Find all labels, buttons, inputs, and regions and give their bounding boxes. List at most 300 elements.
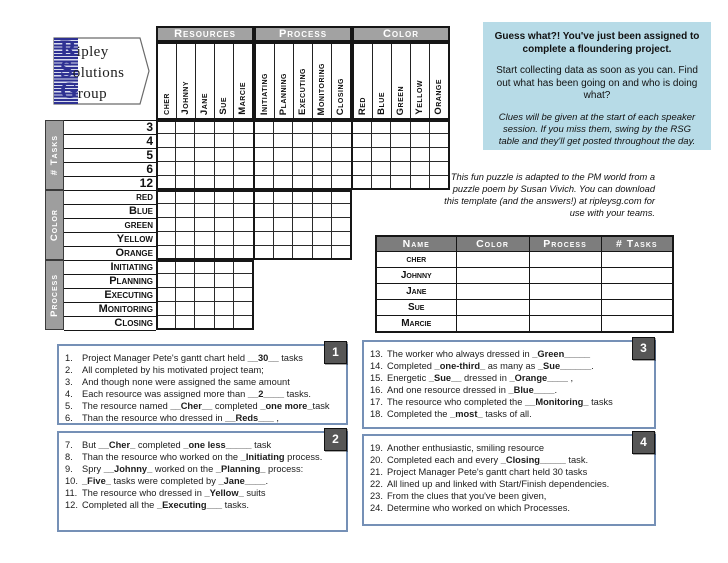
intro-box [483, 22, 711, 150]
grid-cell[interactable] [332, 232, 352, 246]
column-header-marcie [233, 44, 252, 118]
row-labels-process [64, 260, 156, 331]
clue-text: Completed the _most_ tasks of all. [387, 409, 532, 420]
column-header-yellow [410, 44, 429, 118]
clue-number: 21. [370, 467, 383, 478]
intro-heading: Guess what?! You've just been assigned to complete a floundering project. [494, 31, 700, 55]
grid-cell[interactable] [176, 274, 196, 288]
answer-header-process: Process [529, 236, 601, 252]
clue-number: 1. [65, 353, 73, 363]
clue-number: 3. [65, 377, 73, 388]
column-label: Planning [278, 72, 290, 115]
grid-cell[interactable] [176, 246, 196, 260]
grid-cell[interactable] [215, 288, 235, 302]
column-label: Monitoring [316, 62, 328, 115]
logo-word-rest: ipley [76, 44, 109, 60]
grid-cell[interactable] [293, 218, 313, 232]
clue-number: 10. [65, 476, 78, 487]
grid-cell[interactable] [234, 232, 254, 246]
answer-header-tasks: # Tasks [601, 236, 673, 252]
answer-name: Marcie [376, 316, 456, 333]
grid-cell[interactable] [332, 120, 352, 134]
answer-cell[interactable] [456, 268, 529, 284]
clue-number: 16. [370, 385, 383, 396]
answer-table [375, 235, 674, 333]
column-header-red [354, 44, 372, 118]
clue-text: Each resource was assigned more than __2____ tasks. [82, 389, 311, 400]
clue-text: The resource who completed the __Monitoring_ tasks [387, 397, 613, 408]
grid-cell[interactable] [274, 204, 294, 218]
grid-cell[interactable] [156, 246, 176, 260]
grid-cell[interactable] [176, 190, 196, 204]
grid-cell[interactable] [215, 120, 235, 134]
grid-cell[interactable] [313, 162, 333, 176]
grid-cell[interactable] [313, 190, 333, 204]
answer-cell[interactable] [601, 252, 673, 268]
grid-cell[interactable] [274, 246, 294, 260]
grid-cell[interactable] [293, 120, 313, 134]
grid-cell[interactable] [274, 190, 294, 204]
clue-item [65, 439, 338, 451]
column-label: Marcie [237, 82, 249, 115]
clue-text: Another enthusiastic, smiling resource [387, 443, 545, 453]
clue-list [370, 442, 646, 515]
clue-item [65, 475, 338, 487]
section-header-process: Process [254, 26, 352, 42]
answer-cell[interactable] [601, 284, 673, 300]
grid-cell[interactable] [215, 302, 235, 316]
grid-cell[interactable] [156, 148, 176, 162]
grid-cell[interactable] [234, 120, 254, 134]
clue-item [370, 466, 646, 478]
grid-cell[interactable] [391, 162, 411, 176]
grid-cell[interactable] [234, 274, 254, 288]
column-label: Initiating [259, 72, 271, 115]
clue-item [65, 451, 338, 463]
grid-cell[interactable] [254, 232, 274, 246]
answer-header-name: Name [376, 236, 456, 252]
clue-text: _Five_ tasks were completed by _Jane____. [82, 476, 269, 487]
clue-list [65, 352, 338, 425]
row-label: green [64, 219, 156, 233]
grid-cell[interactable] [254, 162, 274, 176]
answer-cell[interactable] [456, 252, 529, 268]
clue-box-4 [362, 434, 656, 526]
answer-cell[interactable] [601, 268, 673, 284]
answer-name: Jane [376, 284, 456, 300]
grid-cell[interactable] [372, 162, 392, 176]
row-label: Yellow [64, 233, 156, 247]
grid-cell[interactable] [293, 134, 313, 148]
grid-cell[interactable] [254, 246, 274, 260]
grid-cell[interactable] [176, 134, 196, 148]
grid-cell[interactable] [234, 204, 254, 218]
grid-cell[interactable] [313, 246, 333, 260]
grid-cell[interactable] [234, 176, 254, 190]
clue-item [370, 454, 646, 466]
grid-cell[interactable] [372, 134, 392, 148]
grid-cell[interactable] [391, 134, 411, 148]
grid-cell[interactable] [195, 274, 215, 288]
clue-text: All completed by his motivated project team; [82, 365, 264, 376]
clue-item [370, 490, 646, 502]
grid-cell[interactable] [176, 148, 196, 162]
grid-cell[interactable] [156, 134, 176, 148]
grid-cell[interactable] [195, 176, 215, 190]
grid-cell[interactable] [195, 134, 215, 148]
grid-cell[interactable] [156, 204, 176, 218]
clue-number: 13. [370, 349, 383, 359]
answer-cell[interactable] [456, 284, 529, 300]
grid-cell[interactable] [195, 260, 215, 274]
grid-cell[interactable] [156, 190, 176, 204]
clue-text: The resource who dressed in _Yellow_ suits [82, 488, 266, 499]
clue-item [65, 412, 338, 424]
grid-cell[interactable] [411, 162, 431, 176]
clue-number: 15. [370, 373, 383, 384]
intro-body: Start collecting data as soon as you can. Find out what has been going on and who is doing what? [496, 65, 698, 101]
grid-cell[interactable] [430, 134, 450, 148]
row-label: Blue [64, 205, 156, 219]
answer-row [376, 284, 673, 300]
grid-cell[interactable] [215, 218, 235, 232]
clue-item [65, 352, 338, 364]
grid-cell[interactable] [372, 120, 392, 134]
clue-item [370, 478, 646, 490]
grid-cell[interactable] [195, 148, 215, 162]
row-label: 12 [64, 177, 156, 191]
grid-cell[interactable] [274, 134, 294, 148]
column-header-closing [331, 44, 350, 118]
grid-cell[interactable] [195, 246, 215, 260]
grid-cell[interactable] [234, 246, 254, 260]
grid-cell[interactable] [352, 134, 372, 148]
logo-initial: S [60, 57, 73, 82]
grid-cell[interactable] [430, 148, 450, 162]
column-label: Orange [433, 79, 445, 115]
credit-text: This fun puzzle is adapted to the PM world from a puzzle poem by Susan Vivich. You can download this template (and the answers!) at ripleysg.com for use with your teams. [444, 172, 655, 218]
clue-text: And though none were assigned the same amount [82, 377, 290, 388]
answer-cell[interactable] [529, 252, 601, 268]
category-bar-color [45, 190, 64, 260]
clue-box-3 [362, 340, 656, 429]
column-header-initiating [256, 44, 274, 118]
answer-cell[interactable] [529, 316, 601, 333]
grid-cell[interactable] [430, 120, 450, 134]
clue-text: Project Manager Pete's gantt chart held __30__ tasks [82, 353, 303, 363]
clue-item [65, 499, 338, 511]
grid-cell[interactable] [215, 204, 235, 218]
grid-cell[interactable] [176, 120, 196, 134]
grid-cell[interactable] [195, 288, 215, 302]
grid-cell[interactable] [372, 176, 392, 190]
clue-number: 12. [65, 500, 78, 511]
grid-cell[interactable] [274, 232, 294, 246]
clue-list [65, 439, 338, 512]
grid-cells-color [156, 190, 352, 260]
column-header-blue [372, 44, 391, 118]
clue-item [370, 396, 646, 408]
clue-box-badge: 1 [324, 341, 347, 364]
clue-box-2 [57, 431, 348, 532]
grid-cell[interactable] [293, 204, 313, 218]
column-label: Blue [376, 92, 388, 115]
answer-header-row [376, 236, 673, 252]
grid-cell[interactable] [176, 260, 196, 274]
grid-cell[interactable] [332, 218, 352, 232]
grid-cell[interactable] [332, 204, 352, 218]
grid-cell[interactable] [332, 190, 352, 204]
grid-cell[interactable] [156, 316, 176, 330]
clue-list [370, 348, 646, 421]
clue-number: 5. [65, 401, 73, 412]
column-header-jane [195, 44, 214, 118]
grid-cell[interactable] [254, 134, 274, 148]
grid-cell[interactable] [254, 176, 274, 190]
grid-cell[interactable] [176, 302, 196, 316]
answer-cell[interactable] [601, 316, 673, 333]
grid-cell[interactable] [156, 260, 176, 274]
rsg-logo [48, 28, 156, 110]
grid-cells-process [156, 260, 254, 330]
grid-cell[interactable] [156, 302, 176, 316]
grid-cell[interactable] [274, 120, 294, 134]
grid-cell[interactable] [332, 176, 352, 190]
grid-cell[interactable] [313, 148, 333, 162]
grid-cell[interactable] [234, 190, 254, 204]
answer-row [376, 252, 673, 268]
grid-cell[interactable] [215, 176, 235, 190]
grid-cell[interactable] [176, 232, 196, 246]
grid-cell[interactable] [176, 162, 196, 176]
column-label: Executing [297, 67, 309, 115]
grid-cell[interactable] [254, 204, 274, 218]
grid-cell[interactable] [156, 176, 176, 190]
grid-cell[interactable] [293, 148, 313, 162]
grid-cell[interactable] [234, 134, 254, 148]
grid-cell[interactable] [332, 162, 352, 176]
clue-number: 8. [65, 452, 73, 463]
answer-row [376, 300, 673, 316]
grid-cell[interactable] [176, 316, 196, 330]
category-bar-label: Process [48, 273, 60, 317]
grid-cell[interactable] [274, 162, 294, 176]
clue-text: Energetic _Sue__ dressed in _Orange____ , [387, 373, 574, 384]
grid-cell[interactable] [313, 218, 333, 232]
answer-header-color: Color [456, 236, 529, 252]
column-header-monitoring [312, 44, 331, 118]
grid-cell[interactable] [313, 232, 333, 246]
category-bar-label: Color [48, 208, 60, 242]
clue-text: The worker who always dressed in _Green_____ [387, 349, 591, 359]
logo-word-group [60, 79, 107, 103]
grid-cell[interactable] [313, 120, 333, 134]
category-bar-tasks [45, 120, 64, 190]
grid-cell[interactable] [215, 274, 235, 288]
grid-cell[interactable] [313, 176, 333, 190]
answer-cell[interactable] [529, 300, 601, 316]
row-label: 6 [64, 163, 156, 177]
grid-cell[interactable] [332, 246, 352, 260]
column-header-executing [293, 44, 312, 118]
grid-cell[interactable] [195, 120, 215, 134]
clue-number: 11. [65, 488, 78, 499]
grid-cell[interactable] [195, 316, 215, 330]
grid-cell[interactable] [293, 232, 313, 246]
grid-cell[interactable] [352, 176, 372, 190]
grid-cell[interactable] [254, 148, 274, 162]
column-label: cher [161, 93, 173, 115]
column-label: Yellow [414, 80, 426, 115]
grid-cell[interactable] [313, 204, 333, 218]
clue-text: All lined up and linked with Start/Finish dependencies. [387, 479, 610, 490]
clue-item [370, 442, 646, 454]
grid-cell[interactable] [293, 176, 313, 190]
clue-item [370, 348, 646, 360]
clue-number: 20. [370, 455, 383, 466]
row-label: Planning [64, 275, 156, 289]
grid-cell[interactable] [254, 218, 274, 232]
grid-cell[interactable] [215, 162, 235, 176]
grid-cell[interactable] [234, 148, 254, 162]
clue-text: Than the resource who worked on the _Initiating process. [82, 452, 323, 463]
column-header-johnny [176, 44, 195, 118]
grid-cell[interactable] [195, 302, 215, 316]
column-label: Green [395, 85, 407, 115]
clue-item [370, 384, 646, 396]
grid-cell[interactable] [332, 134, 352, 148]
clue-item [65, 376, 338, 388]
grid-cell[interactable] [215, 246, 235, 260]
column-label: Closing [335, 77, 347, 115]
grid-cell[interactable] [254, 190, 274, 204]
clue-item [370, 502, 646, 514]
grid-cell[interactable] [274, 218, 294, 232]
clue-text: Determine who worked on which Processes. [387, 503, 570, 514]
row-label: 3 [64, 121, 156, 135]
answer-cell[interactable] [529, 284, 601, 300]
grid-cell[interactable] [176, 204, 196, 218]
clue-text: Completed all the _Executing___ tasks. [82, 500, 249, 511]
answer-cell[interactable] [601, 300, 673, 316]
grid-cell[interactable] [215, 260, 235, 274]
clue-item [370, 372, 646, 384]
clue-number: 18. [370, 409, 383, 420]
row-label: red [64, 191, 156, 205]
grid-cell[interactable] [195, 204, 215, 218]
column-label: Sue [218, 97, 230, 115]
section-header-color: Color [352, 26, 450, 42]
row-label: Executing [64, 289, 156, 303]
grid-cell[interactable] [176, 288, 196, 302]
grid-cell[interactable] [195, 162, 215, 176]
grid-cell[interactable] [293, 246, 313, 260]
grid-cell[interactable] [293, 190, 313, 204]
grid-cell[interactable] [313, 134, 333, 148]
clue-text: Project Manager Pete's gantt chart held 30 tasks [387, 467, 588, 478]
grid-cell[interactable] [234, 260, 254, 274]
grid-cell[interactable] [274, 176, 294, 190]
clue-item [65, 388, 338, 400]
clue-number: 19. [370, 443, 383, 453]
logo-word-rest: roup [77, 86, 107, 102]
clue-text: But __Cher_ completed _one less_____ task [82, 440, 272, 450]
grid-cell[interactable] [332, 148, 352, 162]
grid-cell[interactable] [411, 134, 431, 148]
clue-box-badge: 4 [632, 431, 655, 454]
grid-cell[interactable] [411, 148, 431, 162]
grid-cell[interactable] [234, 162, 254, 176]
grid-cell[interactable] [391, 148, 411, 162]
clue-number: 17. [370, 397, 383, 408]
row-label: 5 [64, 149, 156, 163]
grid-cell[interactable] [156, 274, 176, 288]
section-header-resources: Resources [156, 26, 254, 42]
grid-cell[interactable] [156, 162, 176, 176]
row-labels-color [64, 190, 156, 261]
grid-cell[interactable] [372, 148, 392, 162]
grid-cell[interactable] [293, 162, 313, 176]
grid-cell[interactable] [352, 162, 372, 176]
clue-text: Than the resource who dressed in __Reds___ , [82, 413, 279, 424]
grid-cell[interactable] [176, 218, 196, 232]
clue-number: 9. [65, 464, 73, 475]
grid-cell[interactable] [234, 288, 254, 302]
grid-cell[interactable] [156, 120, 176, 134]
column-header-green [391, 44, 410, 118]
grid-cell[interactable] [391, 176, 411, 190]
grid-cell[interactable] [254, 120, 274, 134]
grid-cell[interactable] [215, 232, 235, 246]
grid-cell[interactable] [176, 176, 196, 190]
answer-name: Sue [376, 300, 456, 316]
grid-cell[interactable] [156, 218, 176, 232]
clue-box-1 [57, 344, 348, 425]
row-label: 4 [64, 135, 156, 149]
clue-box-badge: 3 [632, 337, 655, 360]
clue-item [65, 463, 338, 475]
grid-cell[interactable] [195, 218, 215, 232]
grid-cell[interactable] [156, 288, 176, 302]
grid-cell[interactable] [411, 176, 431, 190]
grid-cell[interactable] [234, 316, 254, 330]
grid-cell[interactable] [215, 316, 235, 330]
grid-cell[interactable] [274, 148, 294, 162]
clue-item [65, 487, 338, 499]
grid-cell[interactable] [215, 190, 235, 204]
answer-cell[interactable] [456, 316, 529, 333]
grid-cell[interactable] [391, 120, 411, 134]
grid-cell[interactable] [352, 148, 372, 162]
grid-cell[interactable] [352, 120, 372, 134]
grid-cell[interactable] [195, 190, 215, 204]
column-header-sue [214, 44, 233, 118]
grid-cell[interactable] [234, 218, 254, 232]
grid-cell[interactable] [215, 134, 235, 148]
grid-cell[interactable] [215, 148, 235, 162]
column-header-orange [429, 44, 448, 118]
grid-cell[interactable] [411, 120, 431, 134]
clue-number: 4. [65, 389, 73, 400]
grid-cell[interactable] [195, 232, 215, 246]
clue-text: Spry __Johnny_ worked on the _Planning_ process: [82, 464, 304, 475]
row-labels-tasks [64, 120, 156, 191]
row-label: Monitoring [64, 303, 156, 317]
answer-cell[interactable] [456, 300, 529, 316]
grid-cell[interactable] [156, 232, 176, 246]
grid-cell[interactable] [234, 302, 254, 316]
answer-cell[interactable] [529, 268, 601, 284]
